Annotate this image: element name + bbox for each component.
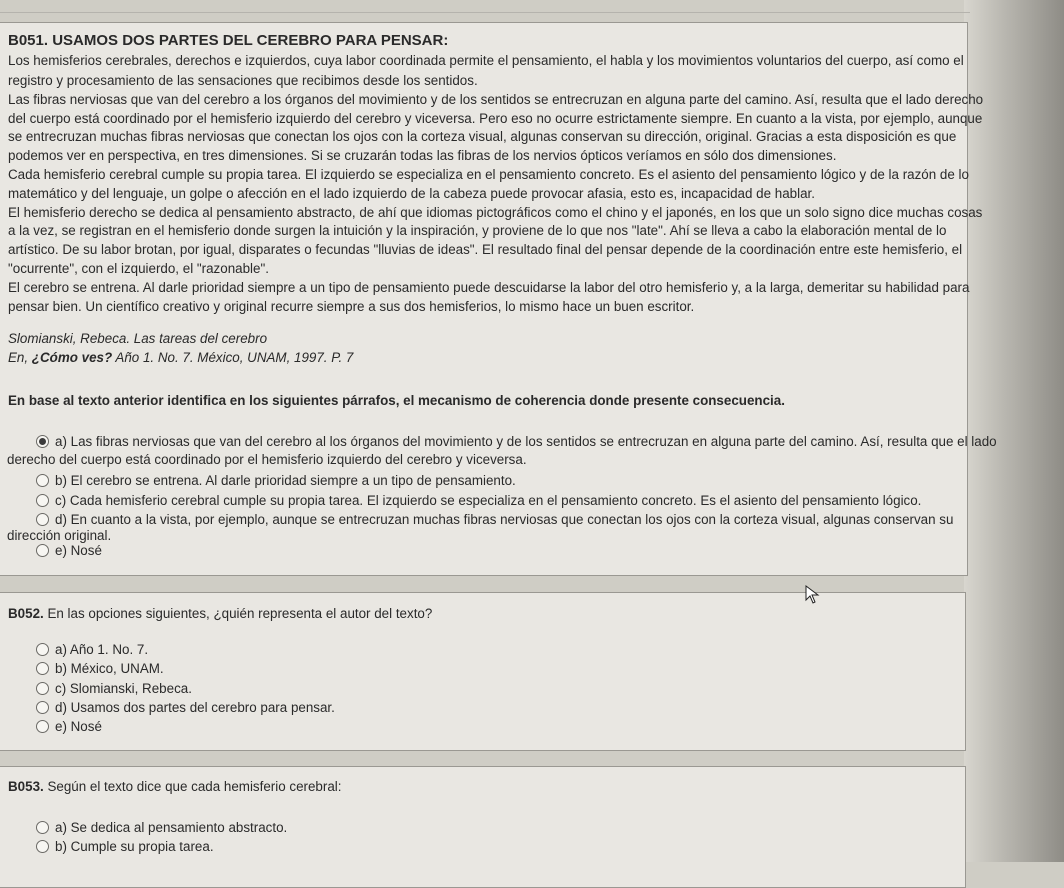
question-title: B051. USAMOS DOS PARTES DEL CEREBRO PARA PENSAR: xyxy=(8,32,449,49)
radio-button-icon[interactable] xyxy=(36,544,49,557)
citation-publication: En, ¿Cómo ves? Año 1. No. 7. México, UNAM, 1997. P. 7 xyxy=(8,350,354,365)
passage-line: El hemisferio derecho se dedica al pensamiento abstracto, de ahí que idiomas pictográficos como el chino y el japonés, en los que un solo signo dice muchas cosas xyxy=(8,205,983,220)
passage-line: podemos ver en perspectiva, en tres dimensiones. Si se cruzarán todas las fibras de los nervios ópticos veríamos en sólo dos dimensiones. xyxy=(8,148,837,163)
option-label-continued: dirección original. xyxy=(7,528,112,543)
answer-option-b[interactable] xyxy=(36,839,214,854)
option-label: c) Slomianski, Rebeca. xyxy=(55,681,192,696)
radio-button-icon[interactable] xyxy=(36,474,49,487)
radio-selected-icon[interactable] xyxy=(36,435,49,448)
passage-line: del cuerpo está coordinado por el hemisferio izquierdo del cerebro y viceversa. Pero eso no ocurre estrictamente siempre. En cuanto a la vista, por ejemplo, aunque xyxy=(8,111,983,126)
radio-button-icon[interactable] xyxy=(36,662,49,675)
background-margin xyxy=(964,0,1064,862)
passage-line: Cada hemisferio cerebral cumple su propia tarea. El izquierdo se especializa en el pensamiento concreto. Es el asiento del pensamiento lógico y de la razón de lo xyxy=(8,167,969,182)
answer-option-b[interactable] xyxy=(36,473,516,488)
answer-option-a[interactable] xyxy=(36,820,287,835)
radio-button-icon[interactable] xyxy=(36,643,49,656)
radio-button-icon[interactable] xyxy=(36,513,49,526)
option-label: a) Las fibras nerviosas que van del cerebro al los órganos del movimiento y de los sentidos se entrecruzan en alguna parte del camino. Así, resulta que el lado xyxy=(55,434,997,449)
answer-option-a[interactable] xyxy=(36,642,148,657)
passage-line: "ocurrente", con el izquierdo, el "razonable". xyxy=(8,261,269,276)
radio-button-icon[interactable] xyxy=(36,701,49,714)
radio-button-icon[interactable] xyxy=(36,821,49,834)
passage-line: Los hemisferios cerebrales, derechos e izquierdos, cuya labor coordinada permite el pensamiento, el habla y los movimientos voluntarios del cuerpo, así como el xyxy=(8,53,964,68)
question-title: B052. En las opciones siguientes, ¿quién representa el autor del texto? xyxy=(8,606,433,621)
option-label: b) Cumple su propia tarea. xyxy=(55,839,214,854)
question-title: B053. Según el texto dice que cada hemisferio cerebral: xyxy=(8,779,342,794)
passage-line: registro y procesamiento de las sensaciones que recibimos desde los sentidos. xyxy=(8,73,478,88)
citation-source: Slomianski, Rebeca. Las tareas del cerebro xyxy=(8,331,268,346)
answer-option-e[interactable] xyxy=(36,543,102,558)
radio-button-icon[interactable] xyxy=(36,682,49,695)
option-label: b) El cerebro se entrena. Al darle prioridad siempre a un tipo de pensamiento. xyxy=(55,473,516,488)
question-prompt: En base al texto anterior identifica en los siguientes párrafos, el mecanismo de coherencia donde presente consecuencia. xyxy=(8,393,785,408)
passage-line: artístico. De su labor brotan, por igual, disparates o fecundas "lluvias de ideas". El resultado final del pensar depende de la coordinación entre este hemisferio, el xyxy=(8,242,963,257)
passage-line: matemático y del lenguaje, un golpe o afección en el lado izquierdo de la cabeza puede provocar afasia, esto es, incapacidad de hablar. xyxy=(8,186,815,201)
answer-option-d[interactable] xyxy=(36,512,953,527)
option-label: d) En cuanto a la vista, por ejemplo, aunque se entrecruzan muchas fibras nerviosas que conectan los ojos con la corteza visual, algunas conservan su xyxy=(55,512,954,527)
option-label: e) Nosé xyxy=(55,719,102,734)
passage-line: El cerebro se entrena. Al darle prioridad siempre a un tipo de pensamiento puede descuidarse la labor del otro hemisferio y, a la larga, demeritar su habilidad para xyxy=(8,280,970,295)
passage-line: Las fibras nerviosas que van del cerebro a los órganos del movimiento y de los sentidos se entrecruzan en alguna parte del camino. Así, resulta que el lado derecho xyxy=(8,92,984,107)
radio-button-icon[interactable] xyxy=(36,840,49,853)
option-label: d) Usamos dos partes del cerebro para pensar. xyxy=(55,700,335,715)
passage-line: se entrecruzan muchas fibras nerviosas que conectan los ojos con la corteza visual, algunas conservan su dirección, original. Gracias a esta disposición es que xyxy=(8,129,957,144)
answer-option-d[interactable] xyxy=(36,700,335,715)
passage-line: a la vez, se registran en el hemisferio donde surgen la intuición y la inspiración, y proviene de lo que nos "late". Ahí se lleva a cabo la elaboración mental de lo xyxy=(8,223,947,238)
radio-button-icon[interactable] xyxy=(36,494,49,507)
radio-button-icon[interactable] xyxy=(36,720,49,733)
option-label: e) Nosé xyxy=(55,543,102,558)
answer-option-a[interactable] xyxy=(36,434,997,449)
answer-option-e[interactable] xyxy=(36,719,102,734)
answer-option-b[interactable] xyxy=(36,661,164,676)
option-label: b) México, UNAM. xyxy=(55,661,164,676)
mouse-pointer-icon xyxy=(805,585,821,605)
passage-line: pensar bien. Un científico creativo y original recurre siempre a sus dos hemisferios, lo mismo hace un buen escritor. xyxy=(8,299,695,314)
option-label: a) Año 1. No. 7. xyxy=(55,642,149,657)
answer-option-c[interactable] xyxy=(36,681,192,696)
option-label: c) Cada hemisferio cerebral cumple su propia tarea. El izquierdo se especializa en el pensamiento concreto. Es el asiento del pensamiento lógico. xyxy=(55,493,922,508)
option-label: a) Se dedica al pensamiento abstracto. xyxy=(55,820,288,835)
answer-option-c[interactable] xyxy=(36,493,921,508)
divider xyxy=(0,12,970,13)
option-label-continued: derecho del cuerpo está coordinado por el hemisferio izquierdo del cerebro y viceversa. xyxy=(7,452,527,467)
